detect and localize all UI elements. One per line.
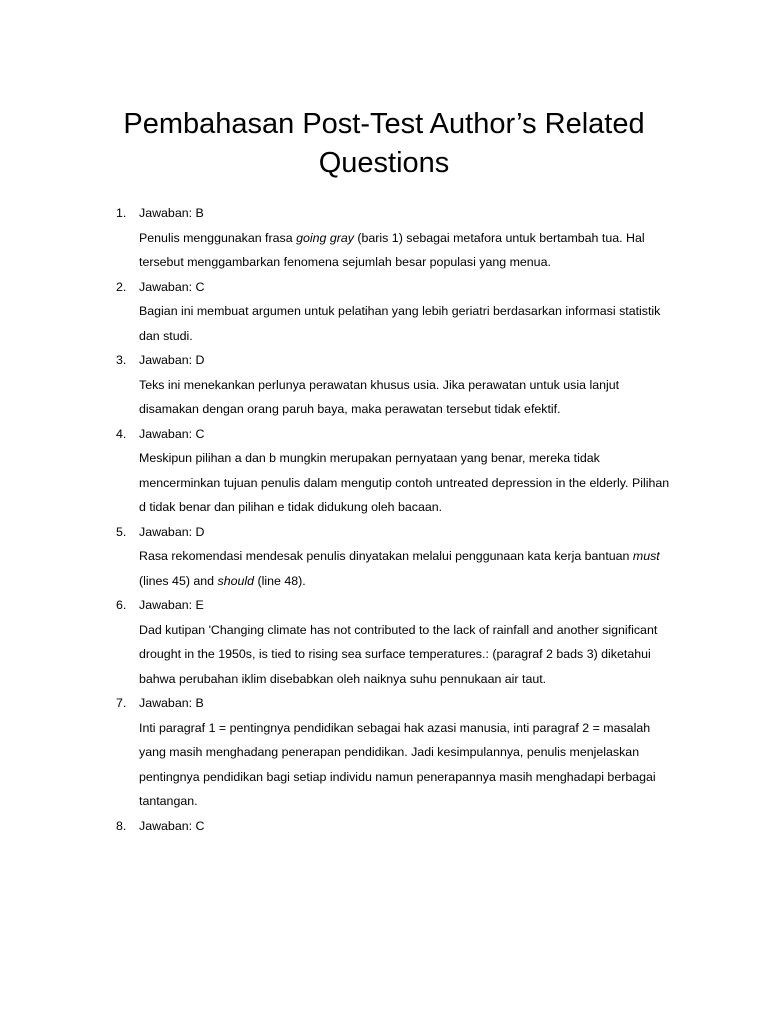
explanation-segment: Dad kutipan 'Changing climate has not contributed to the lack of rainfall and another significant drought in the 1950s, is tied to rising sea surface temperatures.: (paragraf 2 bads 3) diketahui bahwa perubahan iklim disebabkan oleh naiknya suhu pennukaan air taut. (139, 622, 658, 686)
answer-item (0, 275, 768, 349)
answer-item (0, 520, 768, 594)
answer-item (0, 593, 768, 691)
explanation-segment: (baris 1) sebagai metafora untuk bertambah tua. Hal tersebut menggambarkan fenomena sejumlah besar populasi yang menua. (139, 230, 645, 269)
item-number: 5. (116, 524, 127, 539)
item-number: 4. (116, 426, 127, 441)
explanation-segment: (lines 45) and (139, 573, 218, 588)
answer-key: Jawaban: E (139, 598, 204, 612)
answer-key: Jawaban: D (139, 353, 205, 367)
item-number: 6. (116, 598, 127, 612)
answer-key: Jawaban: B (139, 696, 204, 710)
italic-term: going gray (296, 230, 354, 245)
answer-list (0, 201, 768, 838)
answer-key: Jawaban: D (139, 524, 205, 539)
explanation-text (139, 618, 678, 692)
answer-item (0, 201, 768, 275)
answer-item (0, 814, 768, 839)
item-number: 7. (116, 696, 127, 710)
item-number: 8. (116, 818, 127, 833)
italic-term: must (632, 549, 660, 563)
explanation-text (139, 373, 678, 422)
answer-key: Jawaban: C (139, 426, 205, 441)
explanation-segment: Meskipun pilihan a dan b mungkin merupakan pernyataan yang benar, mereka tidak mencerminkan tujuan penulis dalam mengutip contoh untreated depression in the elderly. Pilihan d tidak benar dan pilihan e tidak didukung oleh bacaan. (139, 451, 670, 514)
document-title: Pembahasan Post-Test Author’s Related Questions (123, 108, 645, 179)
explanation-text (139, 716, 678, 814)
italic-term: should (217, 573, 255, 588)
answer-item (0, 691, 768, 814)
item-number: 2. (116, 279, 127, 294)
answer-item (0, 348, 768, 422)
item-number: 1. (116, 206, 127, 220)
answer-key: Jawaban: C (139, 279, 205, 294)
explanation-text (139, 299, 678, 348)
explanation-segment: Inti paragraf 1 = pentingnya pendidikan sebagai hak azasi manusia, inti paragraf 2 = masalah yang masih menghadang penerapan pendidikan. Jadi kesimpulannya, penulis menjelaskan pentingnya pendidikan bagi setiap individu namun penerapannya masih menghadapi berbagai tantangan. (139, 720, 656, 808)
answer-key: Jawaban: B (139, 206, 204, 220)
answer-item (0, 422, 768, 520)
explanation-segment: (line 48). (254, 573, 306, 588)
explanation-text (139, 446, 678, 520)
explanation-segment: Bagian ini membuat argumen untuk pelatihan yang lebih geriatri berdasarkan informasi statistik dan studi. (139, 304, 661, 343)
explanation-text (139, 226, 678, 275)
explanation-segment: Teks ini menekankan perlunya perawatan khusus usia. Jika perawatan untuk usia lanjut disamakan dengan orang paruh baya, maka perawatan tersebut tidak efektif. (139, 377, 620, 416)
item-number: 3. (116, 353, 127, 367)
explanation-segment: Rasa rekomendasi mendesak penulis dinyatakan melalui penggunaan kata kerja bantuan (139, 549, 633, 563)
answer-key: Jawaban: C (139, 818, 205, 833)
explanation-segment: Penulis menggunakan frasa (139, 230, 297, 245)
explanation-text (139, 544, 678, 593)
